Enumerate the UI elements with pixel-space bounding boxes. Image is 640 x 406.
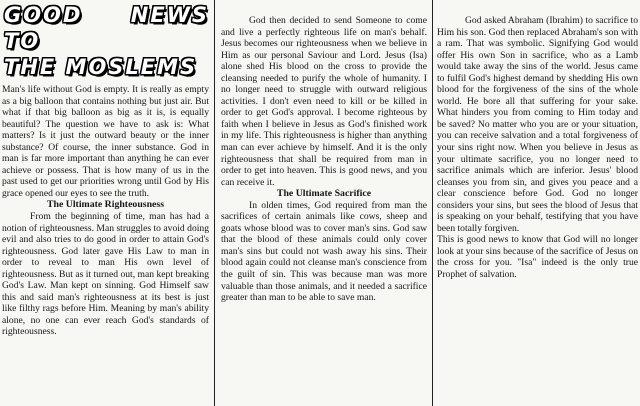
column-1-paragraph-1: Man's life without God is empty. It is really as empty as a big balloon that contains nothing but just air. But what if that big balloon as big as it is, is equally beautiful? The question we have to ask is: What matters? Is it just the outward beauty or the inner substance? Of course, the inner substance. God in man is far more important than anything he can ever achieve or possess. That is how many of us in the past used to get our priorities wrong until God by His grace opened our eyes to see the truth. (2, 84, 209, 199)
column-1 (2, 0, 209, 406)
column-2-paragraph-2: In olden times, God required from man the sacrifices of certain animals like cows, sheep and goats whose blood was to cover man's sins. God saw that the blood of these animals could only cover man's sins but could not wash away his sins. Their blood again could not cleanse man's conscience from the guilt of sin. This was because man was more valuable than those animals, and it needed a sacrifice greater than man to be able to save man. (221, 199, 427, 304)
column-2 (221, 0, 427, 406)
column-3-paragraph-1: God asked Abraham (Ibrahim) to sacrifice to Him his son. God then replaced Abraham's son with a ram. That was symbolic. Signifying God would offer His own Son in sacrifice, who as a Lamb would take away the sins of the world. Jesus came to fulfil God's highest demand by shedding His own blood for the forgiveness of the sins of the whole world. He bore all that suffering for your sake. What hinders you from coming to Him today and be saved? No matter who you are or your situation, you can receive salvation and a total forgiveness of your sins right now. When you believe in Jesus as your ultimate sacrifice, you no longer need to sacrifice animals which are inferior. Jesus' blood cleanses you from sin, and gives you peace and a clear conscience before God. God no longer considers your sins, but sees the blood of Jesus that is speaking on your behalf, testifying that you have been totally forgiven. (437, 15, 638, 234)
column-3-paragraph-2: This is good news to know that God will no longer look at your sins because of the sacrifice of Jesus on the cross for you. "Isa" indeed is the only true Prophet of salvation. (437, 234, 638, 281)
headline: GOOD NEWS TO THE MOSLEMS (4, 3, 209, 79)
column-3 (437, 0, 638, 406)
column-1-paragraph-2: From the beginning of time, man has had a notion of righteousness. Man struggles to avoid doing evil and also tries to do good in order to attain God's righteousness. God later gave His Law to man in order to reveal to man His own level of righteousness. But as it turned out, man kept breaking God's Law. Man kept on sinning. God Himself saw this and said man's righteousness at its best is just like filthy rags before Him. Meaning by man's ability alone, no one can ever reach God's standards of righteousness. (2, 211, 209, 338)
subheading-ultimate-righteousness: The Ultimate Righteousness (46, 199, 165, 211)
column-2-paragraph-1: God then decided to send Someone to come and live a perfectly righteous life on man's behalf. Jesus becomes our righteousness when we believe in Him as our personal Saviour and Lord. Jesus (Isa) alone shed His blood on the cross to provide the cleansing needed to purify the whole of humanity. I no longer need to struggle with outward religious activities. I don't even need to kill or be killed in order to get God's approval. I become righteous by faith when I believe in Jesus as God's finished work in my life. This righteousness is higher than anything man can ever achieve by himself. And it is the only righteousness that shall be required from man in order to get into heaven. This is good news, and you can receive it. (221, 15, 427, 188)
column-divider-2 (432, 0, 433, 406)
subheading-ultimate-sacrifice: The Ultimate Sacrifice (276, 188, 372, 200)
column-divider-1 (214, 0, 215, 406)
